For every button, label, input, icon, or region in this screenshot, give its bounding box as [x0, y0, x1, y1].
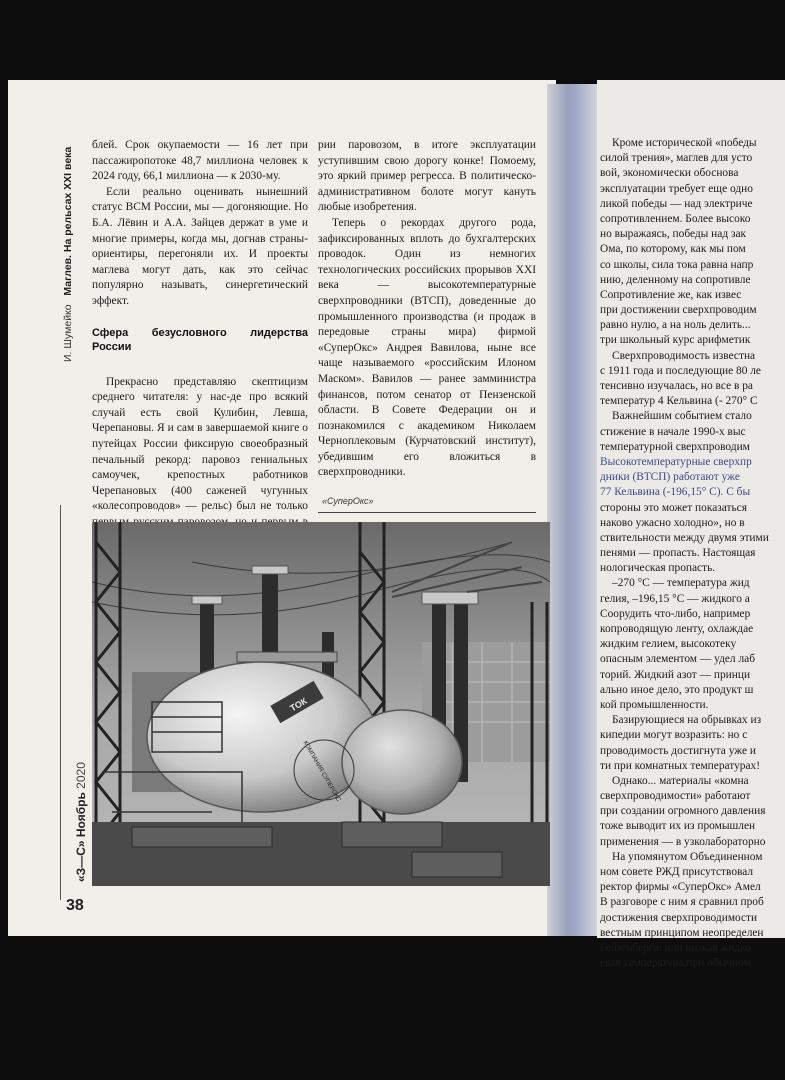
text-line: сверхпроводимости» работают: [600, 790, 751, 803]
text-line: кой промышленности.: [600, 698, 709, 711]
text-line: ном совете РЖД присутствовал: [600, 866, 754, 878]
substation-illustration: [92, 522, 550, 886]
text-line: стороны это может показаться: [600, 501, 747, 514]
issue-year: 2020: [74, 762, 88, 789]
text-line: со школы, сила тока равна напр: [600, 258, 754, 271]
margin-rule: [60, 505, 61, 900]
text-line: при создании огромного давления: [600, 805, 766, 818]
text-line: Ома, по которому, как мы пом: [600, 243, 746, 256]
text-line: при достижении сверхпроводим: [600, 304, 757, 317]
text-line: евая температура при обычном: [600, 957, 751, 970]
text-line: ликой победы — над электриче: [600, 197, 753, 210]
text-line: температурной сверхпроводим: [600, 440, 750, 453]
running-title: Маглев. На рельсах XXI века: [62, 146, 74, 296]
paragraph: блей. Срок окупаемости — 16 лет при пассажиропотоке 48,7 миллиона человек к 2024 году, 66,1 миллиона — к 2030-му.: [92, 139, 308, 183]
paragraph: Если реально оценивать нынешний статус ВСМ России, мы — догоняющие. Но Б.А. Лёвин и А.А. Зайцев держат в уме и многие примеры, когда мы, догнав страны-ориентиры, перегоняли их. И проекты маглева могут дать, как это сейчас популярно называть, синергетический эффект.: [92, 185, 308, 307]
paragraph: рии паровозом, в итоге эксплуатации уступившим свою дорогу конке! Помоему, это яркий пример регресса. В политическо-административном болоте могут кануть любые изобретения.: [318, 139, 536, 214]
text-line: копроводящую ленту, охлаждае: [600, 623, 754, 635]
text-line: дники (ВТСП) работают уже: [600, 471, 740, 484]
text-line: вой, экономически обоснова: [600, 167, 739, 180]
text-line: наково ужасно холодно», но в: [600, 516, 745, 529]
author-name: И. Шумейко: [62, 304, 74, 362]
text-line: достижения сверхпроводимости: [600, 911, 758, 924]
page-number: 38: [66, 897, 84, 914]
text-line: На упомянутом Объединенном: [612, 850, 763, 863]
magazine-name: «З—С»: [74, 840, 88, 882]
text-line: тоже выводит их из промышлен: [600, 820, 756, 833]
text-line: Соорудить что-либо, например: [600, 607, 751, 620]
text-line: Высокотемпературные сверхпр: [600, 455, 752, 468]
text-line: ти при комнатных температурах!: [600, 759, 761, 772]
text-line: температур 4 Кельвина (- 270° С: [600, 395, 758, 408]
text-column-3: [600, 136, 785, 971]
tank-label: КОМПАНИЯ СУПЕРОКС: [301, 740, 342, 803]
text-line: но выражаясь, победы над зак: [600, 228, 747, 241]
text-line: Сопротивление же, как извес: [600, 288, 742, 301]
text-line: гелия, –196,15 °С — жидкого а: [600, 592, 750, 605]
text-line: торий. Жидкий азот — принци: [600, 668, 751, 681]
text-line: тенсивно изучалась, но все в ра: [600, 380, 753, 392]
text-line: опасным элементом — удел лаб: [600, 653, 755, 666]
text-line: Важнейшим событием стало: [612, 410, 752, 423]
issue-month: Ноябрь: [74, 792, 88, 838]
text-line: с 1911 года и последующие 80 ле: [600, 364, 761, 377]
text-line: стижение в начале 1990-х выс: [600, 425, 746, 438]
text-line: 77 Кельвина (-196,15° С). С бы: [600, 486, 751, 499]
text-column-1: [92, 138, 308, 546]
photo-credit: «СуперОкс»: [322, 496, 374, 506]
text-line: нологическая пропасть.: [600, 562, 716, 575]
text-line: пенями — пропасть. Настоящая: [600, 547, 756, 560]
text-line: ально иное дело, это продукт ш: [600, 683, 754, 696]
page-gutter: [547, 84, 597, 936]
text-line: силой трения», маглев для усто: [600, 152, 753, 165]
text-line: кипедии могут возразить: но с: [600, 729, 748, 742]
text-line: сопротивлением. Более высоко: [600, 212, 751, 225]
text-line: Кроме исторической «победы: [612, 137, 757, 149]
running-header: [62, 147, 74, 362]
text-line: три школьный курс арифметик: [600, 334, 751, 347]
text-line: ректор фирмы «СуперОкс» Амел: [600, 881, 761, 894]
text-line: вестным принципом неопределен: [600, 926, 764, 939]
text-line: –270 °С — температура жид: [612, 577, 750, 590]
plate-text: ТОК: [288, 695, 309, 714]
text-line: Гейзенберга: или низкая жидко: [600, 941, 751, 954]
text-line: эксплуатации требует еще одно: [600, 182, 753, 195]
section-subheading: Сфера безусловного лидерства России: [92, 326, 308, 354]
text-line: нию, деленному на сопротивле: [600, 273, 751, 286]
text-line: применения — в узколабораторно: [600, 835, 766, 848]
substation-photo: [92, 522, 550, 886]
text-line: равно нулю, а на ноль делить...: [600, 319, 751, 332]
text-line: Сверхпроводимость известна: [612, 349, 756, 362]
text-column-2: [318, 138, 536, 481]
text-line: В разговоре с ним я сравнил проб: [600, 896, 764, 909]
credit-rule: [318, 512, 536, 513]
text-line: Базирующиеся на обрывках из: [612, 714, 762, 727]
paragraph: Теперь о рекордах другого рода, зафиксированных вплоть до бухгалтерских проводок. Один из немногих технологических российских прорывов XXI века — высокотемпературные сверхпроводники (ВТСП), доведенные до промышленного производства (и продаж в передовые страны мира) фирмой «СуперОкс» Андрея Вавилова, ныне все чаще называемого «российским Илоном Маском». Вавилов — ранее замминистра финансов, потом сенатор от Пензенской области. В Совете Федерации он и познакомился с академиком Николаем Черноплековым (Курчатовский институт), убедившим его вложиться в сверхпроводники.: [318, 216, 536, 479]
text-line: Однако... материалы «комна: [612, 774, 749, 787]
paragraph: Прекрасно представляю скептицизм среднего читателя: у нас-де про всякий случай есть свой Кулибин, Левша, Черепановы. Я и сам в завершаемой книге о путейцах России фиксирую своеобразный печальный рекорд: паровоз гениальных самоучек, крепостных работников Черепановых (400 саженей чугунных «колесопроводов» — рельс) был не только: [92, 375, 308, 513]
text-line: жидким гелием, высокотеку: [600, 638, 737, 651]
issue-label: [74, 762, 88, 882]
text-line: ствительности между двумя этими: [600, 531, 769, 544]
text-line: проводимость достигнута уже и: [600, 744, 756, 757]
